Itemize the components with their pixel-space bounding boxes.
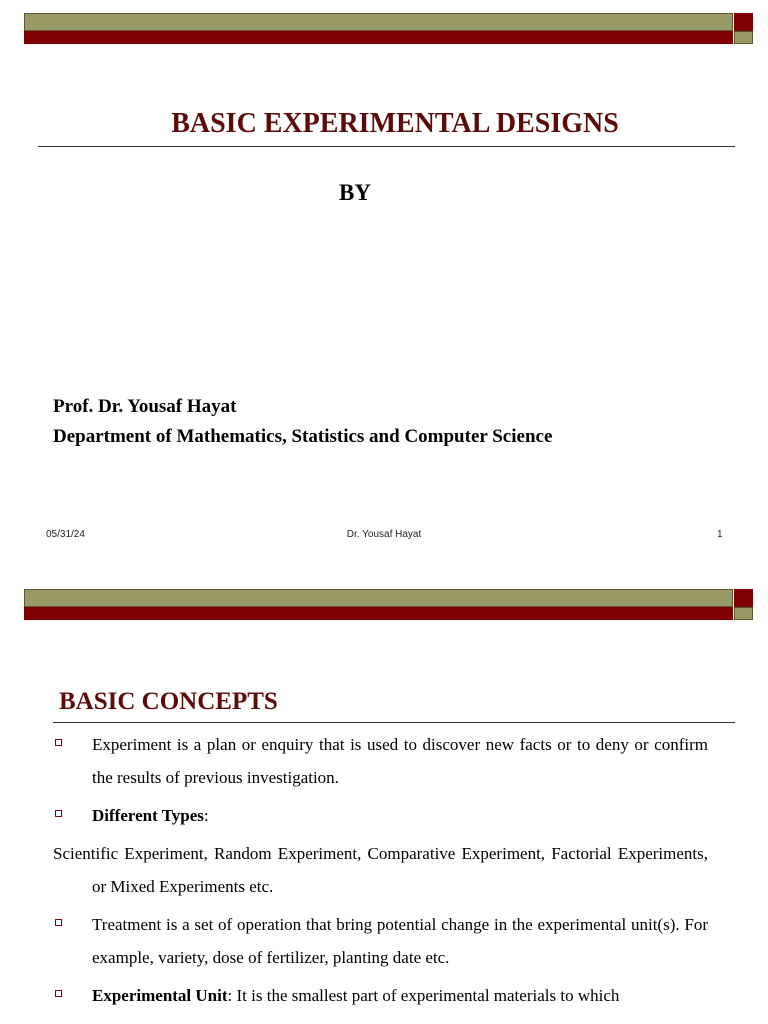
square-bullet-icon — [55, 739, 62, 746]
title-underline — [38, 146, 735, 147]
by-label: BY — [339, 180, 371, 205]
experimental-unit-text: : It is the smallest part of experimental materials to which — [227, 986, 620, 1005]
types-list: Scientific Experiment, Random Experiment, Comparative Experiment, Factorial Experiments, or Mixed Experiments etc. — [53, 844, 708, 896]
slide-title: BASIC CONCEPTS — [59, 688, 278, 715]
types-label: Different Types — [92, 806, 204, 825]
header-square-olive — [734, 607, 753, 620]
bullet-item — [53, 799, 708, 832]
header-bar-maroon — [24, 607, 733, 620]
slide-title: BASIC EXPERIMENTAL DESIGNS — [171, 108, 619, 139]
square-bullet-icon — [55, 919, 62, 926]
title-underline — [53, 722, 735, 723]
experimental-unit-label: Experimental Unit — [92, 986, 228, 1005]
footer-presenter: Dr. Yousaf Hayat — [346, 529, 422, 540]
header-bar-olive — [24, 13, 733, 31]
footer-date: 05/31/24 — [46, 529, 85, 540]
header-square-maroon — [734, 589, 753, 607]
bullet-item — [53, 979, 708, 1012]
types-colon: : — [203, 806, 209, 825]
header-bar-olive — [24, 589, 733, 607]
bullet-text: Experiment is a plan or enquiry that is used to discover new facts or to deny or confirm the results of previous investigation. — [92, 735, 708, 787]
bullet-item — [53, 908, 708, 974]
header-square-olive — [734, 31, 753, 44]
square-bullet-icon — [55, 810, 62, 817]
content-body — [53, 728, 708, 1017]
header-square-maroon — [734, 13, 753, 31]
footer-page-number: 1 — [717, 529, 723, 540]
bullet-text: Treatment is a set of operation that bring potential change in the experimental unit(s). For example, variety, dose of fertilizer, planting date etc. — [92, 915, 708, 967]
header-bar-maroon — [24, 31, 733, 44]
square-bullet-icon — [55, 990, 62, 997]
bullet-item — [53, 728, 708, 794]
author-name: Prof. Dr. Yousaf Hayat — [53, 396, 237, 417]
slide-2 — [0, 576, 768, 1024]
author-department: Department of Mathematics, Statistics and Computer Science — [53, 426, 553, 447]
